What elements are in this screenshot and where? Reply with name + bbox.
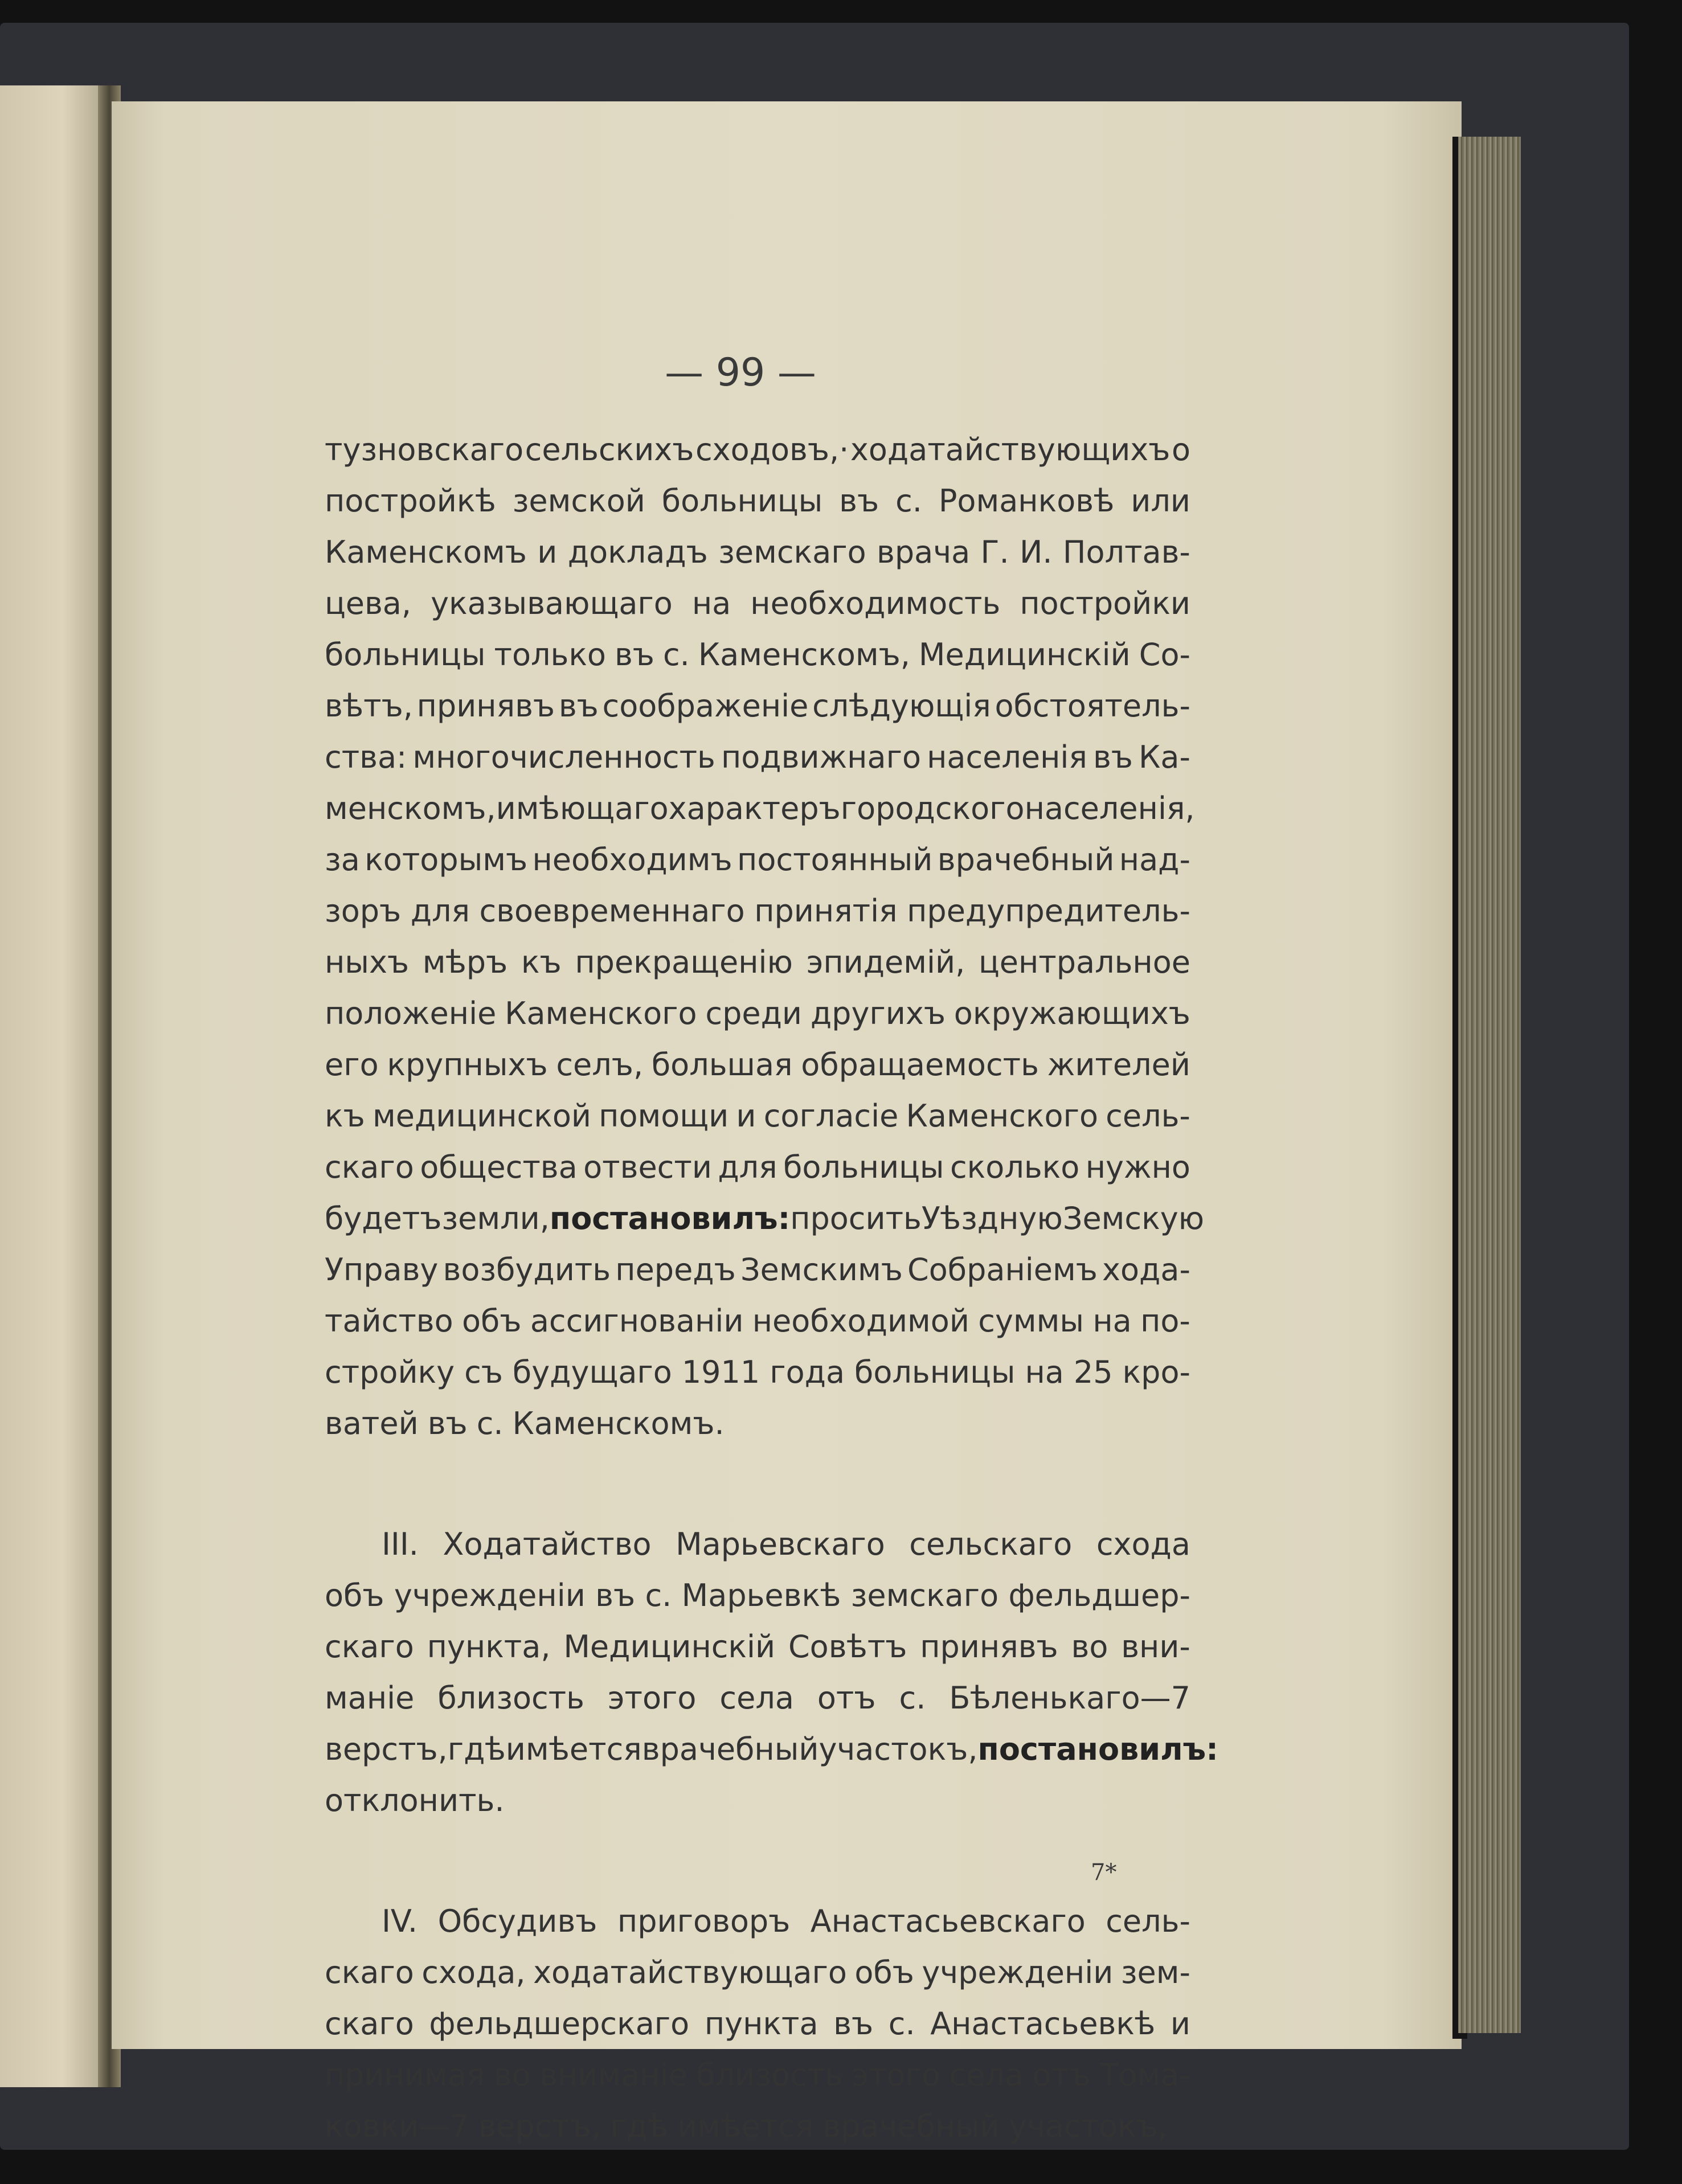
word: селъ, xyxy=(556,1047,644,1083)
word: Со- xyxy=(1139,637,1190,673)
text-line xyxy=(325,2101,1190,2152)
word: соображеніе xyxy=(602,688,809,724)
text-line xyxy=(325,732,1190,783)
word: населенія, xyxy=(1024,790,1195,826)
word: положеніе xyxy=(325,995,497,1031)
word: Полтав- xyxy=(1062,534,1190,570)
word: передъ xyxy=(615,1252,736,1288)
word: гдѣ xyxy=(610,2108,669,2144)
word: принятія xyxy=(754,893,898,929)
word: Марьевскаго xyxy=(676,1526,885,1562)
text-line xyxy=(325,1039,1190,1091)
word: скаго xyxy=(325,1954,414,1990)
word: имѣющаго xyxy=(496,790,669,826)
text-line xyxy=(325,783,1195,834)
word: въ xyxy=(833,2006,874,2042)
text-line xyxy=(325,681,1190,732)
word: ассигнованіи xyxy=(530,1303,744,1339)
text-line xyxy=(325,1896,1190,1947)
word: принявъ xyxy=(416,688,555,724)
word: Тома- xyxy=(1099,2057,1190,2093)
text-line xyxy=(325,937,1190,988)
word: над- xyxy=(1119,842,1190,878)
word: докладъ xyxy=(567,534,708,570)
text-line xyxy=(325,2050,1190,2101)
word: суммы xyxy=(978,1303,1084,1339)
word: имѣется xyxy=(677,2108,814,2144)
word: скаго xyxy=(325,2006,414,2042)
word: с. xyxy=(899,1680,926,1716)
word: Обсудивъ xyxy=(437,1903,598,1939)
word: кро- xyxy=(1122,1354,1190,1390)
word: согласіе xyxy=(763,1098,899,1134)
word: стройку xyxy=(325,1354,455,1390)
word: Г. xyxy=(980,534,1009,570)
word: жителей xyxy=(1047,1047,1190,1083)
word: для xyxy=(718,1149,777,1185)
word: постройкѣ xyxy=(325,483,496,519)
word: къ xyxy=(521,944,562,980)
text-line xyxy=(325,1570,1190,1621)
word: объ xyxy=(854,1954,914,1990)
word: объ xyxy=(325,1577,384,1613)
word: во xyxy=(493,2057,531,2093)
word: ватей xyxy=(325,1406,419,1441)
word: мѣръ xyxy=(422,944,508,980)
word: обращаемость xyxy=(801,1047,1039,1083)
word: характеръ xyxy=(668,790,841,826)
word: отвести xyxy=(583,1149,712,1185)
word: 1911 xyxy=(681,1354,760,1390)
word: помощи xyxy=(599,1098,729,1134)
word: Каменского xyxy=(906,1098,1098,1134)
word: Романковѣ xyxy=(938,483,1115,519)
word: Каменскомъ, xyxy=(698,637,910,673)
word: ходатайствующаго xyxy=(533,1954,847,1990)
word: многочисленность xyxy=(412,739,715,775)
word: общества xyxy=(420,1149,578,1185)
word: приговоръ xyxy=(617,1903,791,1939)
text-line xyxy=(325,1519,1190,1570)
word: больницы xyxy=(783,1149,944,1185)
word: сколько xyxy=(950,1149,1080,1185)
text-line xyxy=(325,629,1190,681)
word: И. xyxy=(1020,534,1053,570)
word: земли, xyxy=(441,1200,550,1236)
left-page xyxy=(0,85,114,2087)
word: Управу xyxy=(325,1252,439,1288)
word: своевременнаго xyxy=(479,893,745,929)
word: фельдшер- xyxy=(1008,1577,1190,1613)
word: просить xyxy=(790,1200,922,1236)
word: земскаго xyxy=(718,534,866,570)
word: только xyxy=(494,637,606,673)
word: въ xyxy=(614,637,654,673)
word: эпидемій, xyxy=(806,944,965,980)
word: слѣдующія xyxy=(812,688,991,724)
word: и xyxy=(537,534,558,570)
word: сель- xyxy=(1106,1098,1190,1134)
word: Ходатайство xyxy=(443,1526,652,1562)
word: учрежденіи xyxy=(394,1577,586,1613)
word: участокъ, xyxy=(819,1731,978,1767)
text-line xyxy=(325,988,1190,1039)
word: ковки—7 xyxy=(325,2108,469,2144)
word: зоръ xyxy=(325,893,402,929)
word: учрежденіи xyxy=(922,1954,1114,1990)
word: Анастасьевскаго xyxy=(810,1903,1086,1939)
word: больницы xyxy=(661,483,823,519)
word: возбудить xyxy=(443,1252,611,1288)
word: съ xyxy=(464,1354,503,1390)
word: гдѣ xyxy=(447,1731,506,1767)
text-line xyxy=(325,1947,1190,1998)
word: Медицинскій xyxy=(563,1629,776,1665)
word: верстъ, xyxy=(478,2108,601,2144)
word: Марьевкѣ xyxy=(681,1577,841,1613)
word: необходимъ xyxy=(532,842,732,878)
word: на xyxy=(691,585,731,621)
word: принимая xyxy=(325,2057,485,2093)
word: земской xyxy=(512,483,645,519)
word: Каменского xyxy=(505,995,697,1031)
word: земскаго xyxy=(850,1577,999,1613)
word: сельскаго xyxy=(909,1526,1073,1562)
word: тузновскаго xyxy=(325,432,524,468)
word: Земскимъ xyxy=(740,1252,903,1288)
word: близость xyxy=(696,2057,843,2093)
text-line xyxy=(325,1347,1190,1398)
word: верстъ, xyxy=(325,1731,448,1767)
word: за xyxy=(325,842,360,878)
word: 25 xyxy=(1073,1354,1113,1390)
word: объ xyxy=(461,1303,522,1339)
word: пункта xyxy=(704,2006,819,2042)
word: менскомъ, xyxy=(325,790,496,826)
text-line xyxy=(325,1091,1190,1142)
word: врачебный xyxy=(937,842,1115,878)
word: его xyxy=(325,1047,379,1083)
word: подвижнаго xyxy=(721,739,921,775)
word: обстоятель- xyxy=(995,688,1190,724)
word: городского xyxy=(840,790,1025,826)
word: Каменскомъ. xyxy=(512,1406,725,1441)
word: с. xyxy=(476,1406,504,1441)
word: Каменскомъ xyxy=(325,534,527,570)
word: фельдшерскаго xyxy=(429,2006,690,2042)
word: принявъ xyxy=(920,1629,1058,1665)
text-line xyxy=(325,1998,1190,2050)
word: которымъ xyxy=(365,842,528,878)
paragraph-gap xyxy=(325,1826,1190,1896)
page-edges xyxy=(1458,137,1521,2033)
word: ходатайствующихъ xyxy=(850,432,1171,468)
word: скаго xyxy=(325,1149,414,1185)
word: по- xyxy=(1140,1303,1190,1339)
word: центральное xyxy=(978,944,1190,980)
word: больницы xyxy=(854,1354,1016,1390)
word: зем- xyxy=(1120,1954,1190,1990)
word: вѣтъ, xyxy=(325,688,413,724)
text-line xyxy=(325,527,1190,578)
word: ства: xyxy=(325,739,407,775)
word: пункта, xyxy=(427,1629,551,1665)
text-line xyxy=(325,1775,1190,1826)
word: нужно xyxy=(1085,1149,1190,1185)
paragraph-gap xyxy=(325,1449,1190,1519)
text-line xyxy=(325,1142,1190,1193)
word: предупредитель- xyxy=(907,893,1190,929)
word: къ xyxy=(325,1098,365,1134)
signature-mark: 7* xyxy=(1091,1859,1117,1886)
word: на xyxy=(1025,1354,1064,1390)
word: среди xyxy=(705,995,803,1031)
word: необходимость xyxy=(750,585,1001,621)
word: тайство xyxy=(325,1303,453,1339)
word: этого xyxy=(852,2057,940,2093)
word: врачебный xyxy=(641,1731,819,1767)
word: Медицинскій xyxy=(918,637,1131,673)
text-line xyxy=(325,886,1190,937)
text-line xyxy=(325,476,1190,527)
page-number: — 99 — xyxy=(665,350,816,395)
word: с. xyxy=(645,1577,672,1613)
word: крупныхъ xyxy=(387,1047,548,1083)
word: ныхъ xyxy=(325,944,410,980)
word: постоянный xyxy=(737,842,933,878)
emphasis-word: постановилъ: xyxy=(977,1731,1218,1767)
word: сходовъ,· xyxy=(695,432,849,468)
word: отъ xyxy=(817,1680,876,1716)
word: въ xyxy=(1092,739,1133,775)
word: Собраніемъ xyxy=(907,1252,1098,1288)
word: вниманіе xyxy=(539,2057,687,2093)
word: для xyxy=(410,893,470,929)
body-text xyxy=(325,424,1218,2152)
word: имѣется xyxy=(505,1731,642,1767)
word: будущаго xyxy=(512,1354,672,1390)
word: с. xyxy=(662,637,690,673)
word: Ка- xyxy=(1139,739,1190,775)
word: прекращенію xyxy=(575,944,793,980)
word: постройки xyxy=(1020,585,1190,621)
word: Земскую xyxy=(1062,1200,1205,1236)
word: сельскихъ xyxy=(525,432,694,468)
word: врача xyxy=(877,534,971,570)
word: медицинской xyxy=(372,1098,591,1134)
text-line xyxy=(325,1673,1190,1724)
word: на xyxy=(1092,1303,1132,1339)
text-line xyxy=(325,1398,1190,1449)
word: и xyxy=(736,1098,756,1134)
word: села xyxy=(949,2057,1024,2093)
word: схода, xyxy=(421,1954,526,1990)
word: сель- xyxy=(1106,1903,1190,1939)
word: больницы xyxy=(325,637,486,673)
text-line xyxy=(325,1296,1190,1347)
word: будетъ xyxy=(325,1200,442,1236)
word: близость xyxy=(437,1680,584,1716)
text-line xyxy=(325,834,1190,886)
word: окружающихъ xyxy=(953,995,1190,1031)
word: указывающаго xyxy=(431,585,673,621)
word: отклонить. xyxy=(325,1783,505,1818)
word: маніе xyxy=(325,1680,415,1716)
word: схода xyxy=(1096,1526,1190,1562)
word: врачебный xyxy=(822,2108,1000,2144)
word: цева, xyxy=(325,585,412,621)
word: или xyxy=(1131,483,1190,519)
word: скаго xyxy=(325,1629,414,1665)
word: необходимой xyxy=(752,1303,969,1339)
word: года xyxy=(770,1354,845,1390)
word: и xyxy=(1170,2006,1190,2042)
word: большая xyxy=(651,1047,793,1083)
word: вни- xyxy=(1121,1629,1190,1665)
text-line xyxy=(325,578,1190,629)
emphasis-word: постановилъ: xyxy=(549,1200,791,1236)
word: населенія xyxy=(927,739,1087,775)
word: во xyxy=(1071,1629,1108,1665)
text-line xyxy=(325,1724,1218,1775)
word: Уѣздную xyxy=(921,1200,1063,1236)
word: въ xyxy=(595,1577,636,1613)
word: въ xyxy=(427,1406,468,1441)
word: Совѣтъ xyxy=(788,1629,907,1665)
text-line xyxy=(325,1193,1205,1244)
word: о xyxy=(1171,432,1190,468)
text-line xyxy=(325,1621,1190,1673)
word: села xyxy=(719,1680,794,1716)
word: въ xyxy=(558,688,599,724)
word: отъ xyxy=(1032,2057,1091,2093)
text-line xyxy=(325,424,1190,476)
word: Бѣленькаго—7 xyxy=(949,1680,1190,1716)
word: с. xyxy=(895,483,922,519)
word: хода- xyxy=(1102,1252,1190,1288)
word: въ xyxy=(839,483,879,519)
word: участокъ, xyxy=(1008,2108,1168,2144)
word: этого xyxy=(607,1680,697,1716)
text-line xyxy=(325,1244,1190,1296)
word: III. xyxy=(382,1526,419,1562)
word: с. xyxy=(888,2006,915,2042)
word: другихъ xyxy=(810,995,946,1031)
word: Анастасьевкѣ xyxy=(930,2006,1156,2042)
word: IV. xyxy=(382,1903,418,1939)
